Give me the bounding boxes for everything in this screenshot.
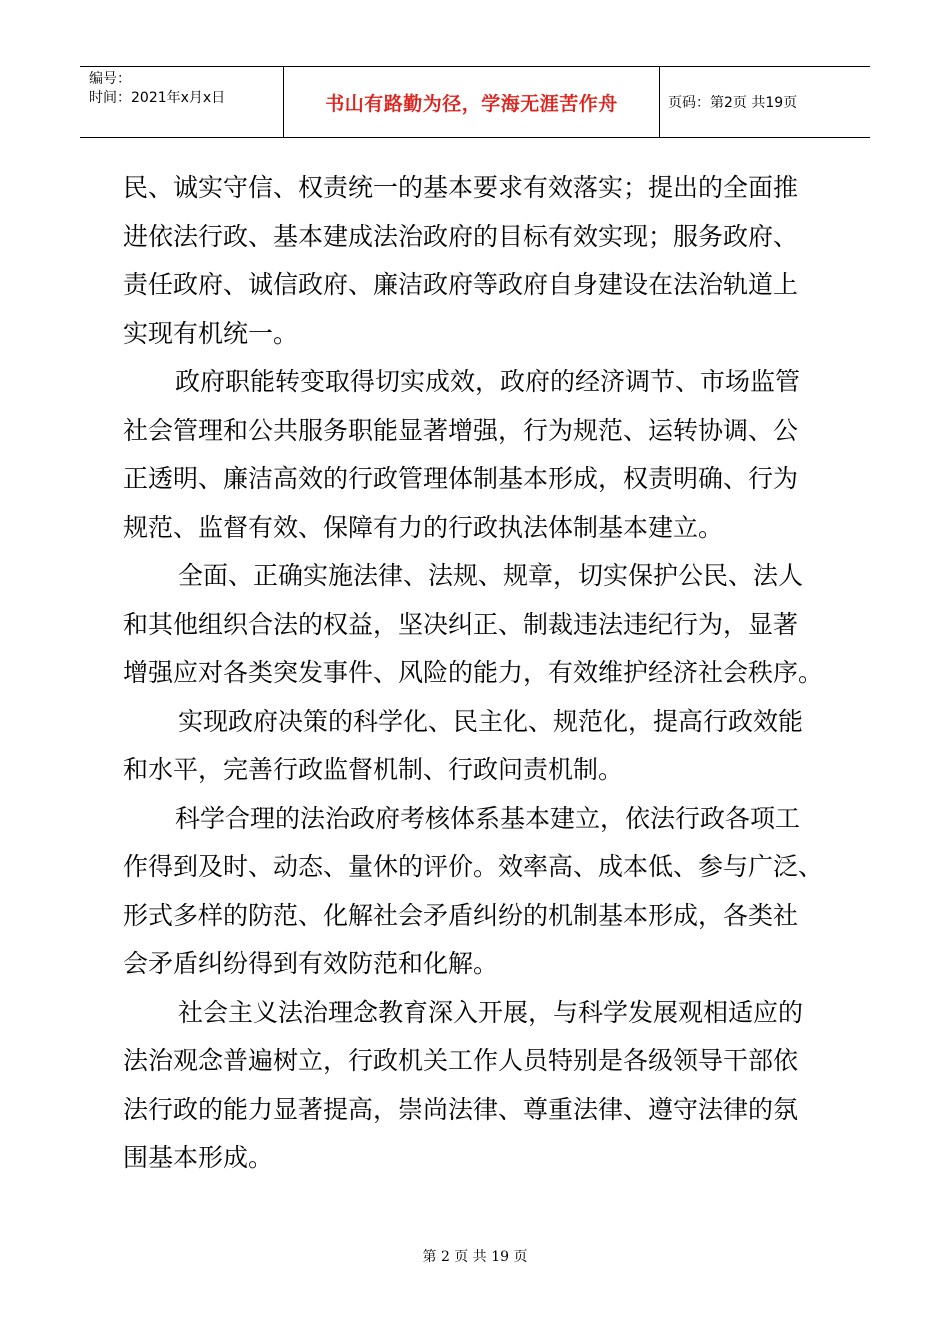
header-motto: 书山有路勤为径，学海无涯苦作舟	[283, 67, 660, 137]
document-number-label: 编号：	[89, 71, 131, 87]
text-line: 实现政府决策的科学化、民主化、规范化，提高行政效能	[178, 706, 804, 736]
text-line: 增强应对各类突发事件、风险的能力，有效维护经济社会秩序。	[123, 658, 824, 687]
document-body	[123, 164, 833, 1183]
header-page-info: 页码：第2页 共19页	[668, 95, 798, 111]
text-line: 进依法行政、基本建成法治政府的目标有效实现；服务政府、	[123, 221, 799, 251]
text-line: 责任政府、诚信政府、廉洁政府等政府自身建设在法治轨道上	[123, 270, 799, 299]
text-line: 科学合理的法治政府考核体系基本建立，依法行政各项工	[175, 803, 801, 833]
text-line: 社会主义法治理念教育深入开展，与科学发展观相适应的	[178, 997, 804, 1027]
text-line: 民、诚实守信、权责统一的基本要求有效落实；提出的全面推	[123, 173, 799, 202]
text-line: 围基本形成。	[123, 1143, 274, 1172]
text-line: 正透明、廉洁高效的行政管理体制基本形成，权责明确、行为	[123, 464, 799, 493]
text-line: 会矛盾纠纷得到有效防范和化解。	[123, 949, 499, 978]
text-line: 和其他组织合法的权益，坚决纠正、制裁违法违纪行为，显著	[123, 609, 799, 639]
text-line: 政府职能转变取得切实成效，政府的经济调节、市场监管	[175, 367, 801, 396]
text-line: 形式多样的防范、化解社会矛盾纠纷的机制基本形成，各类社	[123, 900, 799, 930]
text-line: 和水平，完善行政监督机制、行政问责机制。	[123, 755, 624, 784]
header-meta	[80, 67, 283, 137]
text-line: 全面、正确实施法律、法规、规章，切实保护公民、法人	[178, 561, 804, 590]
text-line: 法治观念普遍树立，行政机关工作人员特别是各级领导干部依	[123, 1046, 799, 1075]
text-line: 实现有机统一。	[123, 318, 299, 348]
text-line: 法行政的能力显著提高，崇尚法律、尊重法律、遵守法律的氛	[123, 1094, 799, 1124]
page-header	[80, 66, 870, 138]
text-line: 社会管理和公共服务职能显著增强，行为规范、运转协调、公	[123, 415, 799, 445]
page-footer: 第 2 页 共 19 页	[422, 1249, 528, 1265]
document-time-label: 时间：2021年x月x日	[89, 90, 226, 106]
text-line: 规范、监督有效、保障有力的行政执法体制基本建立。	[123, 512, 724, 542]
text-line: 作得到及时、动态、量休的评价。效率高、成本低、参与广泛、	[123, 852, 824, 881]
